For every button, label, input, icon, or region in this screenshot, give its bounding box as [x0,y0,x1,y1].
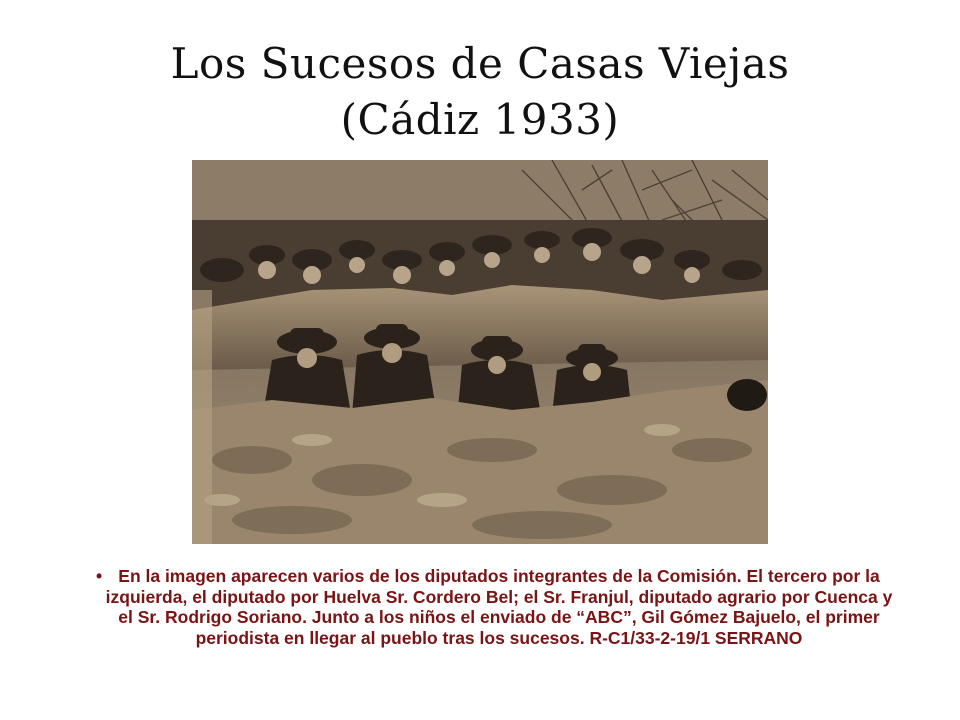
photo-sepia-scene [192,160,768,544]
photo-caption: En la imagen aparecen varios de los diputados integrantes de la Comisión. El tercero por la izquierda, el diputado por Huelva Sr. Cordero Bel; el Sr. Franjul, diputado agrario por Cuenca y el Sr. Rodrigo Soriano. Junto a los niños el enviado de “ABC”, Gil Gómez Bajuelo, el primer periodista en llegar al pueblo tras los sucesos. R-C1/33-2-19/1 SERRANO [105,566,893,648]
title-line-1: Los Sucesos de Casas Viejas [170,39,790,88]
historical-photograph [192,160,768,544]
slide-title [0,36,960,148]
title-line-2: (Cádiz 1933) [340,95,620,144]
caption-bullet: • [96,566,103,586]
